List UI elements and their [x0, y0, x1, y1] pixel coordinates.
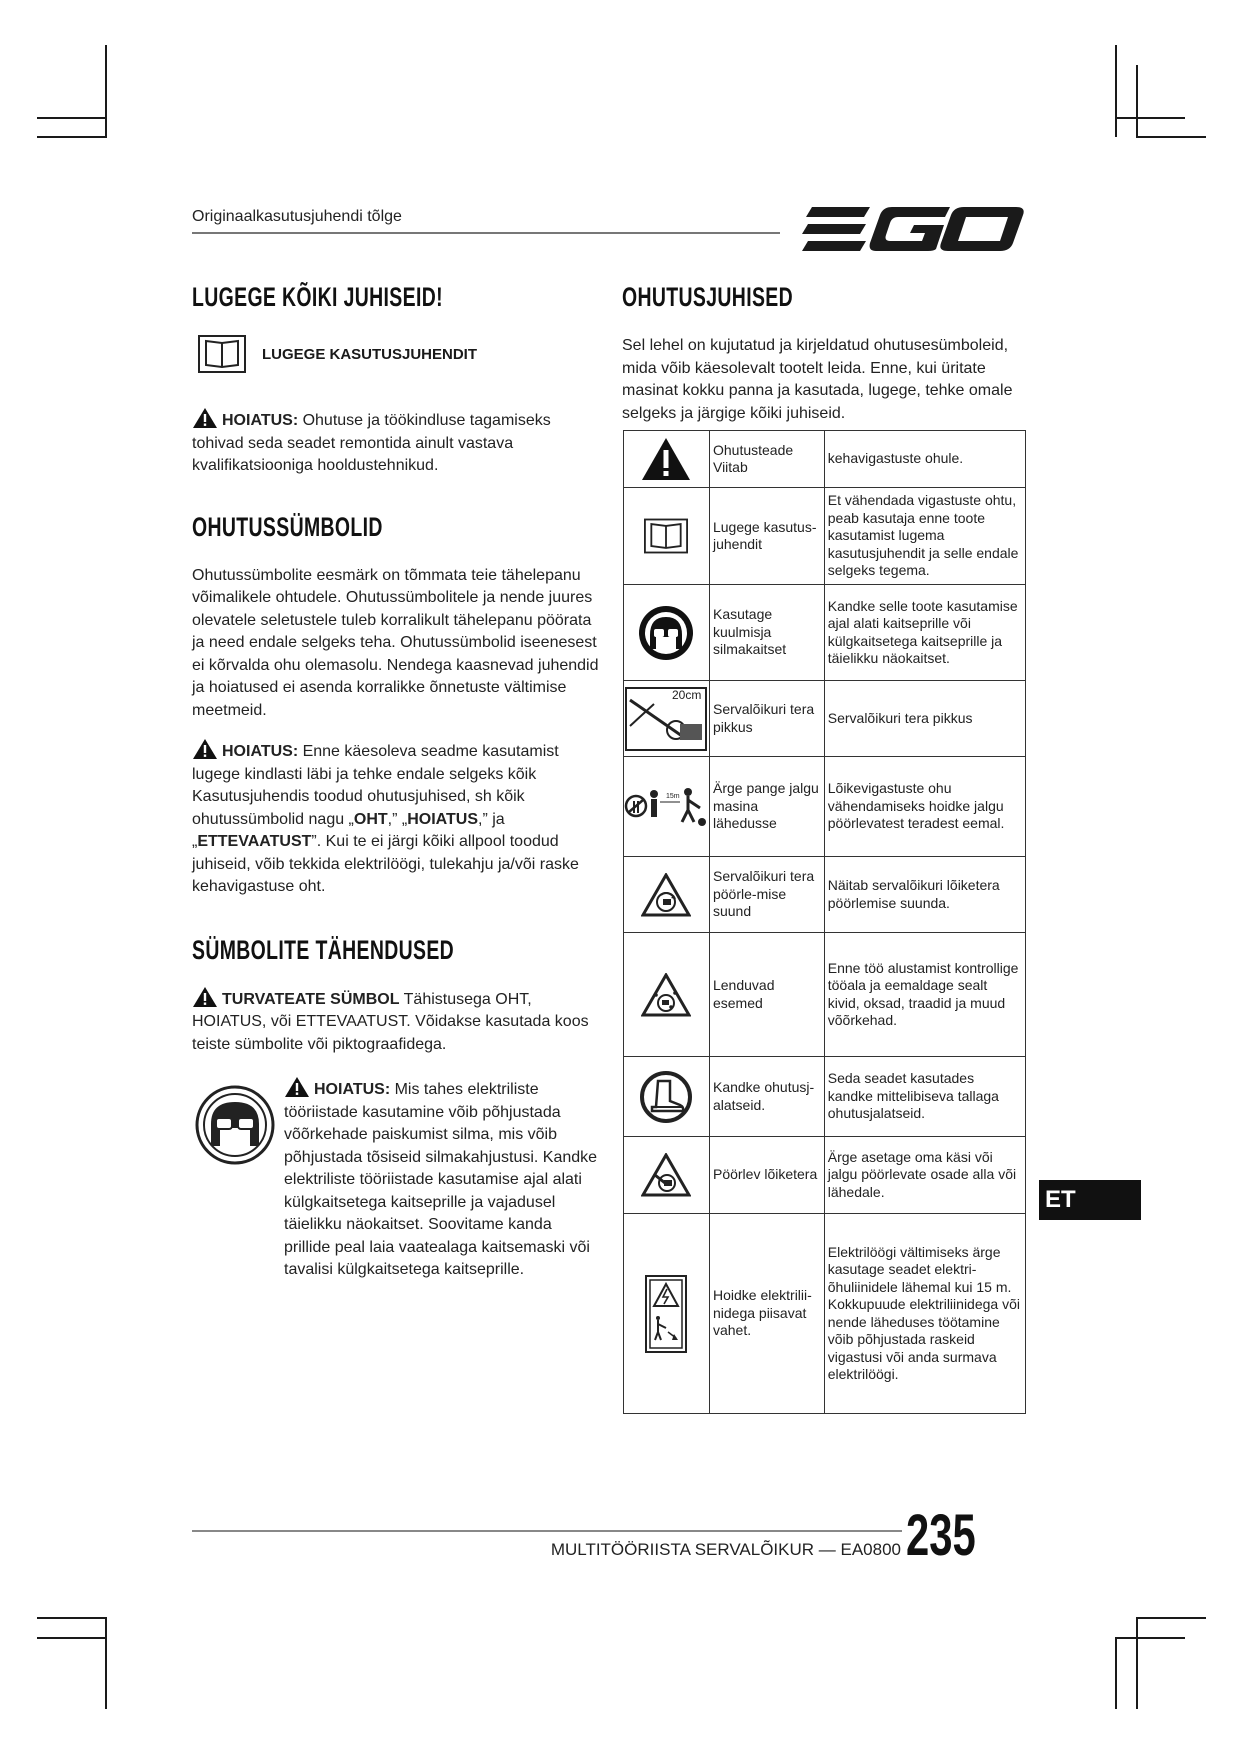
- crop-mark: [1136, 65, 1138, 137]
- language-tab: ET: [1039, 1180, 1141, 1220]
- ego-logo: [800, 203, 1025, 255]
- footer-rule: [192, 1530, 902, 1532]
- warning-instructions-text: HOIATUS: Enne käesoleva seadme kasutamist lugege kindlasti läbi ja tehke endale selgeks kõik Kasutusjuhendis toodud ohutusjuhised, sh kõik ohutussümbolid nagu „OHT,” „HOIATUS,” ja „ETTEVAATUST”. Kui te ei järgi kõiki allpool toodud juhiseid, võib tekkida elektrilöögi, tulekahju ja/või raske kehavigastuse oht.: [192, 738, 602, 899]
- warning-triangle-icon: [284, 1076, 310, 1098]
- crop-mark: [1136, 1617, 1206, 1619]
- symbol-description: Kandke selle toote kasutamise ajal alati kaitseprille või külgkaitsetega kaitseprille ja täielikku näokaitset.: [824, 585, 1025, 681]
- header-rule: [192, 232, 780, 234]
- crop-mark: [105, 1617, 107, 1709]
- blade-length-label: 20cm: [672, 687, 702, 702]
- read-all-heading: LUGEGE KÕIKI JUHISEID!: [192, 282, 443, 312]
- blade-rotation-icon: [641, 873, 691, 917]
- warning-triangle-icon: [192, 738, 218, 760]
- flying-objects-icon: [641, 973, 691, 1017]
- warning-triangle-icon: [640, 436, 692, 482]
- crop-mark: [37, 117, 107, 119]
- read-manual-icon: [198, 335, 246, 373]
- footer-product-title: MULTITÖÖRIISTA SERVALÕIKUR — EA0800: [550, 1540, 901, 1559]
- symbol-description: Et vähendada vigastuste ohtu, peab kasutaja enne toote kasutamist lugema kasutusjuhendit ja selle endale selgeks tegema.: [824, 488, 1025, 585]
- symbol-description: Lõikevigastuste ohu vähendamiseks hoidke jalgu pöörlevatest teradest eemal.: [824, 757, 1025, 857]
- symbol-description: Ärge asetage oma käsi või jalgu pöörlevate osade alla või lähedale.: [824, 1137, 1025, 1214]
- keep-feet-away-icon: [624, 784, 708, 830]
- crop-mark: [1136, 1617, 1138, 1709]
- rotating-blade-icon: [641, 1153, 691, 1197]
- symbol-name: Servalõikuri tera pöörle-mise suund: [709, 857, 824, 933]
- safety-symbols-text: Ohutussümbolite eesmärk on tõmmata teie tähelepanu võimalikele ohtudele. Ohutussümbolitele ja nende juures olevatele seletustele tuleb korralikult tähelepanu pöörata ja need endale selgeks teha. Ohutussümbolid iseenesest ei kõrvalda ohu olemasolu. Nendega kaasnevad juhendid ja hoiatused ei asenda korralikke õnnetuste vältimise meetmeid.: [192, 566, 599, 719]
- crop-mark: [1115, 1637, 1117, 1709]
- blade-length-icon: [624, 686, 708, 752]
- crop-mark: [1115, 1637, 1185, 1639]
- warning-triangle-icon: [192, 986, 218, 1008]
- symbol-name: Ärge pange jalgu masina lähedusse: [709, 757, 824, 857]
- symbol-description: Servalõikuri tera pikkus: [824, 681, 1025, 757]
- symbol-description: Näitab servalõikuri lõiketera pöörlemise suunda.: [824, 857, 1025, 933]
- symbol-name: Pöörlev lõiketera: [709, 1137, 824, 1214]
- symbol-name: Kandke ohutusj-alatseid.: [709, 1057, 824, 1137]
- safety-symbols-table: [623, 430, 1026, 1414]
- table-row: [624, 933, 1026, 1057]
- symbol-meanings-heading: SÜMBOLITE TÄHENDUSED: [192, 934, 455, 965]
- crop-mark: [37, 136, 107, 138]
- read-manual-icon: [644, 518, 688, 554]
- table-row: [624, 757, 1026, 857]
- warning-triangle-icon: [192, 407, 218, 429]
- symbol-name: Lenduvad esemed: [709, 933, 824, 1057]
- symbol-description: Enne töö alustamist kontrollige tööala ja eemaldage sealt kivid, oksad, traadid ja muud võõrkehad.: [824, 933, 1025, 1057]
- warning-eye-text: HOIATUS: Mis tahes elektriliste tööriistade kasutamine võib põhjustada võõrkehade paiskumist silma, mis võib põhjustada tõsiseid silmakahjustusi. Kandke elektriliste tööriistade kasutamise ajal alati külgkaitsetega kaitseprille ja vajadusel täielikku näokaitset. Soovitame kanda prillide peal laia vaatealaga kaitsemaski või tavalisi külgkaitsetega kaitseprille.: [192, 1076, 602, 1282]
- safety-boots-icon: [640, 1071, 692, 1123]
- safety-instructions-heading: OHUTUSJUHISED: [622, 282, 794, 312]
- symbol-name: Lugege kasutus-juhendit: [709, 488, 824, 585]
- safety-intro-text: Sel lehel on kujutatud ja kirjeldatud ohutusesümboleid, mida võib käesolevalt tootelt leida. Enne, kui üritate masinat kokku panna ja kasutada, lugege, tehke omale selgeks ja järgige kõiki juhiseid.: [622, 337, 1013, 422]
- power-line-distance-icon: [644, 1274, 688, 1354]
- warning-label: HOIATUS:: [222, 412, 299, 429]
- hearing-eye-protection-icon: [638, 605, 694, 661]
- crop-mark: [1136, 136, 1206, 138]
- table-row: [624, 1214, 1026, 1414]
- crop-mark: [1115, 117, 1185, 119]
- crop-mark: [37, 1617, 107, 1619]
- crop-mark: [37, 1637, 107, 1639]
- symbol-description: kehavigastuste ohule.: [824, 431, 1025, 488]
- page-number: 235: [906, 1503, 976, 1568]
- header-title: Originaalkasutusjuhendi tõlge: [192, 208, 402, 225]
- symbol-name: Ohutusteade Viitab: [709, 431, 824, 488]
- table-row: [624, 585, 1026, 681]
- alert-symbol-text: TURVATEATE SÜMBOL Tähistusega OHT, HOIATUS, või ETTEVAATUST. Võidakse kasutada koos teiste sümbolite või piktograafidega.: [192, 986, 602, 1057]
- crop-mark: [105, 45, 107, 137]
- symbol-description: Seda seadet kasutades kandke mittelibiseva tallaga ohutusjalatseid.: [824, 1057, 1025, 1137]
- table-row: [624, 1057, 1026, 1137]
- distance-label: 15m: [666, 792, 681, 800]
- eye-protection-icon: [194, 1084, 276, 1166]
- read-manual-label: LUGEGE KASUTUSJUHENDIT: [262, 345, 478, 363]
- warning-service-text: HOIATUS: Ohutuse ja töökindluse tagamiseks tohivad seda seadet remontida ainult vastava kvalifikatsiooniga hooldustehnikud.: [192, 407, 602, 478]
- table-row: [624, 431, 1026, 488]
- table-row: [624, 488, 1026, 585]
- symbol-description: Elektrilöögi vältimiseks ärge kasutage seadet elektri-õhuliinidele lähemal kui 15 m. Kokkupuude elektriliinidega või nende läheduses töötamine võib põhjustada raskeid vigastusi või anda surmava elektrilöögi.: [824, 1214, 1025, 1414]
- table-row: [624, 1137, 1026, 1214]
- crop-mark: [1115, 45, 1117, 137]
- table-row: [624, 857, 1026, 933]
- safety-symbols-heading: OHUTUSSÜMBOLID: [192, 511, 383, 542]
- table-row: [624, 681, 1026, 757]
- symbol-name: Servalõikuri tera pikkus: [709, 681, 824, 757]
- symbol-name: Kasutage kuulmisja silmakaitset: [709, 585, 824, 681]
- symbol-name: Hoidke elektrilii-nidega piisavat vahet.: [709, 1214, 824, 1414]
